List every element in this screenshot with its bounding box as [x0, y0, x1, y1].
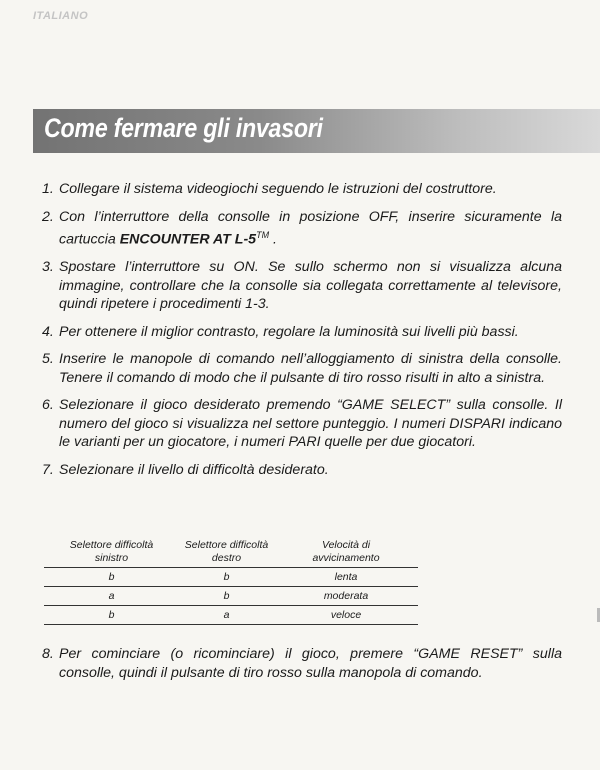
table-row: [44, 568, 418, 587]
table-cell: moderata: [323, 590, 369, 602]
section-banner: [33, 109, 600, 153]
header-line: Velocità di: [321, 539, 371, 551]
header-line: Selettore difficoltà: [184, 539, 269, 551]
table-cell: b: [108, 609, 115, 621]
step-number: 2.: [42, 208, 54, 225]
step-number: 1.: [42, 181, 54, 197]
header-left-difficulty: [44, 539, 179, 567]
step-8: [42, 645, 562, 682]
table-cell: lenta: [334, 571, 358, 583]
table-cell: b: [223, 571, 230, 583]
header-line: destro: [211, 552, 242, 564]
table-row: [44, 587, 418, 606]
header-line: Selettore difficoltà: [69, 539, 154, 551]
step-number: 6.: [42, 397, 54, 414]
step-4: [42, 323, 562, 342]
product-name: ENCOUNTER AT L-5: [119, 231, 257, 248]
step-number: 7.: [42, 461, 54, 478]
table-cell: veloce: [330, 609, 362, 621]
step-1: [42, 180, 562, 199]
trademark-symbol: TM: [256, 230, 270, 240]
step-text: Selezionare il livello di difficoltà desiderato.: [59, 461, 329, 478]
step-text: Collegare il sistema videogiochi seguendo le istruzioni del costruttore.: [59, 181, 497, 197]
step-number: 3.: [42, 259, 54, 276]
step-number: 5.: [42, 351, 54, 368]
step-number: 8.: [42, 646, 54, 662]
step-number: 4.: [42, 323, 54, 340]
step-text: Per ottenere il miglior contrasto, regolare la luminosità sui livelli più bassi.: [59, 323, 519, 340]
step-text: Con l’interruttore della consolle in posizione OFF, inserire sicuramente la cartuccia: [59, 208, 562, 248]
step-text: Spostare l’interruttore su ON. Se sullo schermo non si visualizza alcuna immagine, controllare che la consolle sia collegata correttamente al televisore, quindi ripetere i procedimenti 1-3.: [59, 259, 562, 313]
header-right-difficulty: [179, 539, 274, 567]
table-row: [44, 606, 418, 625]
table-cell: b: [223, 590, 230, 602]
step-text: Per cominciare (o ricominciare) il gioco, premere “GAME RESET” sulla consolle, quindi il pulsante di tiro rosso sulla manopola di comando.: [59, 646, 562, 681]
language-label: ITALIANO: [33, 10, 89, 22]
table-cell: b: [108, 571, 115, 583]
header-line: avvicinamento: [312, 552, 380, 564]
step-text: Selezionare il gioco desiderato premendo “GAME SELECT” sulla consolle. Il numero del gioco si visualizza nel settore punteggio. I numeri DISPARI indicano le varianti per un giocatore, i numeri PARI quelle per due giocatori.: [59, 397, 562, 451]
instruction-list: [42, 180, 562, 488]
step-7: [42, 461, 562, 480]
table-cell: a: [223, 609, 230, 621]
step-3: [42, 258, 562, 314]
step-text-end: .: [269, 231, 277, 248]
header-approach-speed: [274, 539, 418, 567]
step-text: Inserire le manopole di comando nell’alloggiamento di sinistra della consolle. Tenere il comando di modo che il pulsante di tiro rosso risulti in alto a sinistra.: [59, 351, 562, 386]
step-2: [42, 208, 562, 250]
step-5: [42, 350, 562, 387]
table-cell: a: [108, 590, 115, 602]
header-line: sinistro: [94, 552, 129, 564]
section-title: Come fermare gli invasori: [44, 113, 323, 143]
table-header: [44, 539, 418, 568]
step-6: [42, 396, 562, 452]
difficulty-table: [44, 539, 418, 625]
